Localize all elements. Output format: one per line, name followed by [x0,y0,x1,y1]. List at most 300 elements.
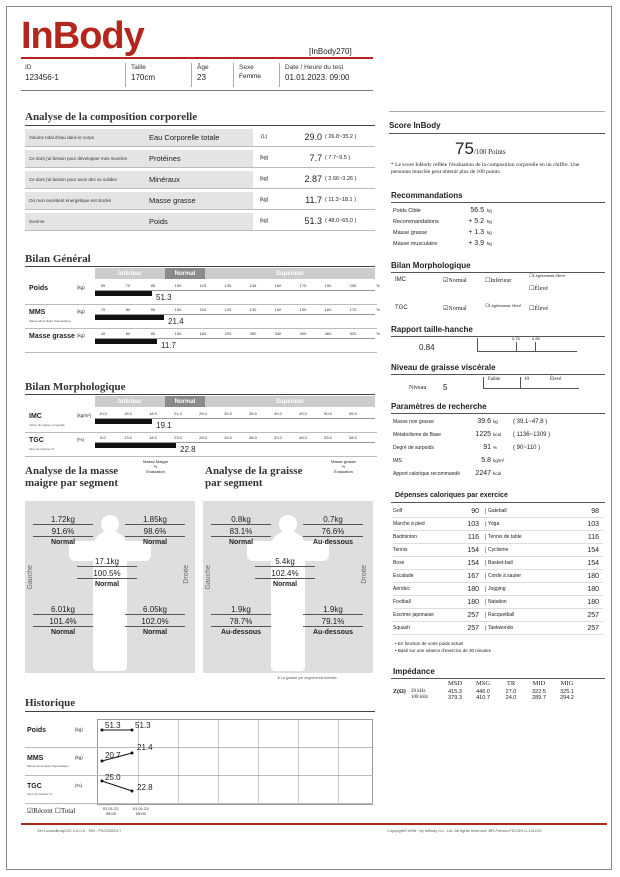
total-label: Total [60,807,76,815]
composition-unit: (kg) [259,155,269,161]
general-row [25,281,380,305]
calories-row [393,622,603,635]
tick-label: 160 [274,283,282,288]
tick-label: 190 [324,283,332,288]
tick-label: 150 [299,307,307,312]
morpho-row [25,433,377,457]
research-value: 5.8 [481,457,491,464]
composition-value: 7.7 [309,153,322,163]
bar-unit: (kg) [77,309,85,314]
tick-label: 55.0 [349,411,357,416]
tick-label: 40 [100,331,106,336]
reco-row [393,227,533,238]
height-label: Taille [131,64,146,71]
fat-left-arm [211,515,271,546]
tick-label: 400 [299,331,307,336]
exercise-kcal: 257 [467,611,479,619]
segment-kg: 17.1kg [77,557,137,567]
history-value-2: 21.4 [137,743,153,752]
inbody-logo: InBody [21,15,144,57]
date-value: 01.01.2023. 09:00 [285,73,350,82]
tick-label: 70 [125,283,131,288]
tick-label: 70 [100,307,106,312]
imp-freq: 100 kHz [411,695,429,700]
reco-label: Masse musculaire [393,240,438,247]
calories-row [393,596,603,609]
bar-sublabel: Masse Musculaire Squelettique [29,319,71,323]
segment-pct: 83.1% [211,527,271,537]
bar-label: Masse grasse [29,333,75,340]
score-suffix: /100 Points [473,148,506,156]
tick-label: 33.0 [224,435,232,440]
reco-unit: kg [487,208,492,213]
bar-unit: (kg/m²) [77,413,92,418]
imp-val: 410.7 [476,695,490,701]
bar-sublabel: Indice de masse corporelle [29,423,65,427]
segment-eval: Normal [50,539,76,546]
score-value-group [455,139,506,159]
exercise-name: Basket-ball [485,560,565,566]
composition-desc: Somme [25,213,145,230]
exercise-kcal: 103 [467,520,479,528]
tick-label: 53.0 [324,435,332,440]
exercise-kcal: 180 [587,585,599,593]
tick-label: 15.0 [124,411,132,416]
tick-label: 160 [324,307,332,312]
fat-right-arm [303,515,363,546]
lean-left-arm [33,515,93,546]
research-table [393,415,605,480]
impedance-row-100 [393,695,605,701]
reco-label: Recommandations [393,218,439,225]
tick-label: 21.0 [174,411,182,416]
lean-left-leg [33,605,93,636]
id-value: 123456-1 [25,73,59,82]
calories-title: Dépenses caloriques par exercice [395,492,508,499]
segment-eval: Au-dessous [312,629,354,636]
tick-label: 140 [274,307,282,312]
exercise-name: Yoga [485,521,565,527]
lean-title-1: Analyse de la masse [25,465,119,477]
exercise-name: Corde à sauter [485,573,565,579]
age-value: 23 [197,73,206,82]
tick-label: 28.0 [199,435,207,440]
band-low: Inférieur [117,398,142,405]
tgc-normal-check: ☑Normal [443,306,467,312]
history-unit: (kg) [75,727,83,732]
recent-label: Récent [33,807,53,815]
bar-label: Poids [29,285,49,292]
reco-unit: kg [487,241,492,246]
visceral-title: Niveau de graisse viscérale [391,363,496,372]
segment-pct: 101.4% [33,617,93,627]
fat-right-leg [303,605,363,636]
visceral-label: Niveau [409,385,427,391]
tick-label: 100 [174,283,182,288]
morpho-row [25,409,377,433]
imp-val: 294.2 [560,695,574,701]
tick-label: 145 [249,283,257,288]
tick-label: 100 [174,331,182,336]
history-date-1: 01.01.22 09:00 [103,806,119,816]
calories-row [393,609,603,622]
history-value-1: 25.0 [105,773,121,782]
band-normal: Normal [165,396,205,407]
bar-fill [95,443,176,448]
tick-label: 460 [324,331,332,336]
exercise-name: Tennis [393,547,408,553]
opt-eleve: Élevé [534,306,549,312]
lean-title-2: maigre par segment [25,477,119,489]
calories-notes [395,640,491,654]
lean-legend: Masse Maigre % Évaluation [143,459,169,474]
tick-label: 48.0 [299,435,307,440]
tick-label: 80 [150,331,156,336]
research-label: Degré de surpoids [393,444,434,451]
header-divider [21,57,373,59]
exercise-name: Gateball [485,508,565,514]
reco-value: + 1.3 [468,229,484,236]
exercise-kcal: 180 [587,598,599,606]
visceral-high: Élevé [550,377,562,382]
tick-label: 115 [199,283,207,288]
imp-col: TR [506,680,516,687]
tick-label: 18.0 [149,435,157,440]
composition-row [25,170,375,189]
reco-value: + 5.2 [468,218,484,225]
tick-label: 170 [349,307,357,312]
tick-label: 30.0 [224,411,232,416]
band-low: Inférieur [117,270,142,277]
opt-normal: Normal [448,306,467,312]
segment-kg: 6.01kg [33,605,93,615]
band-high: Supérieur [275,270,304,277]
bar-fill [95,419,152,424]
research-unit: % [493,445,498,450]
right-side-label: Droite [183,565,190,584]
history-lines [97,719,373,805]
bar-unit: (kg) [77,285,85,290]
history-title: Historique [25,697,76,709]
patient-header [21,61,373,91]
exercise-kcal: 257 [587,624,599,632]
bar-unit: (%) [77,437,84,442]
morpho-band [95,396,375,407]
visceral-ten: 10 [524,377,529,382]
composition-unit: (kg) [259,218,269,224]
composition-range: ( 7.7~9.5 ) [325,155,351,161]
composition-name: Minéraux [145,171,253,188]
footer-right: Copyright©1996~ by InBody Co., Ltd. All rights reserved. BR-French-FDOSH-0-191210 [387,828,542,833]
bar-label: MMS [29,309,46,316]
exercise-kcal: 90 [471,507,479,515]
exercise-kcal: 154 [587,559,599,567]
composition-value: 51.3 [304,216,322,226]
segment-pct: 102.4% [255,569,315,579]
result-sheet [6,6,612,870]
lean-segment-box [25,501,195,673]
exercise-kcal: 180 [587,572,599,580]
lean-right-arm [125,515,185,546]
research-unit: kcal [493,471,502,476]
composition-range: ( 48.0~65.0 ) [325,218,357,224]
fat-note: ★ La graisse par segment est estimée. [277,676,338,680]
research-label: Métabolisme de Base [393,431,442,438]
sex-label: Sexe [239,64,254,71]
fat-legend: Masse grasse % Évaluation [331,459,356,474]
segment-kg: 5.4kg [255,557,315,567]
score-value: 75 [455,139,474,158]
tick-label: 18.5 [149,411,157,416]
opt-eleve: Élevé [534,286,549,292]
history-label: Poids [27,727,47,734]
score-title: Score InBody [389,121,441,130]
whr-title: Rapport taille-hanche [391,325,473,334]
segment-eval: Normal [142,629,168,636]
exercise-name: Jogging [485,586,565,592]
history-value-2: 51.3 [135,721,151,730]
morpho-right-title: Bilan Morphologique [391,261,471,270]
bar-value: 51.3 [156,293,172,302]
composition-range: ( 11.3~18.1 ) [325,197,356,203]
history-label: TGC [27,783,42,790]
tick-label: 43.0 [274,435,282,440]
general-title: Bilan Général [25,253,91,265]
reco-row [393,238,533,249]
research-row [393,441,605,454]
fat-title [205,465,302,489]
reco-row [393,205,533,216]
exercise-kcal: 180 [467,598,479,606]
tick-label: 130 [224,283,232,288]
tick-label: % [376,307,380,312]
history-legend [27,807,75,815]
composition-unit: (kg) [259,176,269,182]
footer-divider [21,823,607,825]
total-checkbox[interactable]: ☐ [54,808,61,815]
bar-fill [95,315,164,320]
reco-label: Poids Cible [393,207,421,214]
opt-leg: Légèrement élevé [533,273,566,278]
lean-trunk [77,557,137,588]
reco-table [393,205,533,249]
whr-value: 0.84 [419,343,435,352]
reco-value: + 3.9 [468,240,484,247]
exercise-kcal: 257 [587,611,599,619]
calories-note-2: • Basé sur une séance d'exercice de 30 minutes [395,648,491,653]
composition-name: Poids [145,213,253,230]
exercise-kcal: 116 [587,533,599,541]
visceral-value: 5 [443,383,448,392]
composition-name: Masse grasse [145,192,253,209]
reco-unit: kg [487,230,492,235]
history-unit: (%) [75,783,82,788]
tick-label: 90 [150,307,156,312]
history-sublabel: Masse Musculaire Squelettique [27,764,69,768]
opt-normal: Normal [448,278,467,284]
bar-ticks [95,283,380,289]
segment-kg: 6.05kg [125,605,185,615]
history-point [131,752,134,755]
left-side-label: Gauche [205,565,212,590]
morpho-imc [395,273,605,292]
research-value: 91 [483,444,491,451]
tick-label: 110 [199,307,207,312]
bar-value: 11.7 [161,341,176,350]
bar-value: 21.4 [168,317,184,326]
research-range: ( 1136~1309 ) [513,431,551,438]
tick-label: 40.0 [274,411,282,416]
composition-desc: Ce dont j'ai besoin pour avoir des os solides [25,171,145,188]
research-row [393,428,605,441]
tick-label: 120 [224,307,232,312]
exercise-kcal: 167 [467,572,479,580]
segment-eval: Au-dessous [312,539,354,546]
tick-label: 35.0 [249,411,257,416]
imc-leg-check: ☐Légèrement élevé [529,273,566,278]
imc-eleve-check: ☐Élevé [529,286,549,292]
composition-desc: Ce dont j'ai besoin pour développer mes muscles [25,150,145,167]
whr-tick-1: 0.75 [512,336,520,341]
research-range: ( 90~110 ) [513,444,541,451]
history-point [101,729,104,732]
segment-kg: 0.7kg [303,515,363,525]
opt-inferieur: Inférieur [490,278,512,284]
history-point [131,790,134,793]
calories-row [393,531,603,544]
exercise-name: Boxe [393,560,405,566]
imp-val: 415.3 [448,689,462,695]
tick-label: 50.0 [324,411,332,416]
exercise-name: Natation [485,599,565,605]
history-value-2: 22.8 [137,783,153,792]
composition-value: 29.0 [304,132,322,142]
left-side-label: Gauche [27,565,34,590]
segment-eval: Normal [142,539,168,546]
composition-range: ( 2.66~3.26 ) [325,176,357,182]
research-value: 1225 [475,431,491,438]
bar-label: IMC [29,413,42,420]
calories-row [393,583,603,596]
composition-title: Analyse de la composition corporelle [25,111,198,123]
research-unit: kcal [493,432,502,437]
general-row [25,305,380,329]
tgc-eleve-check: ☐Élevé [529,306,549,312]
segment-kg: 1.72kg [33,515,93,525]
bar-value: 19.1 [156,421,172,430]
device-model: [InBody270] [309,47,352,56]
tick-label: 340 [274,331,282,336]
exercise-kcal: 180 [467,585,479,593]
tick-label: 220 [224,331,232,336]
composition-row [25,212,375,231]
bar-fill [95,339,157,344]
composition-unit: (L) [260,134,268,140]
exercise-kcal: 154 [587,546,599,554]
lean-right-leg [125,605,185,636]
research-range: ( 39.1~47.8 ) [513,418,548,425]
imp-val: 27.0 [505,689,517,695]
tick-label: 13.0 [124,435,132,440]
history-unit: (kg) [75,755,83,760]
calories-table [393,505,603,635]
segment-eval: Normal [94,581,120,588]
research-row [393,415,605,428]
imc-label: IMC [395,277,406,283]
segment-pct: 98.6% [125,527,185,537]
exercise-name: Badminton [393,534,417,540]
segment-pct: 91.6% [33,527,93,537]
visceral-low: Faible [488,377,501,382]
segment-kg: 1.85kg [125,515,185,525]
research-label: IMS [393,457,402,464]
imp-val: 24.0 [505,695,517,701]
fat-trunk [255,557,315,588]
tick-label: 25.0 [199,411,207,416]
exercise-name: Tennis de table [485,534,565,540]
exercise-name: Cyclisme [485,547,565,553]
tick-label: 520 [349,331,357,336]
recent-checkbox[interactable]: ☑ [27,808,34,815]
exercise-name: Aérobic [393,586,410,592]
calories-row [393,518,603,531]
research-value: 39.6 [477,418,491,425]
history-point [101,780,104,783]
composition-name: Eau Corporelle totale [145,129,253,146]
reco-title: Recommandations [391,191,463,200]
research-row [393,454,605,467]
tick-label: 8.0 [100,435,106,440]
bar-ticks [95,435,375,441]
bar-value: 22.8 [180,445,196,454]
imp-val: 325.1 [560,689,574,695]
tick-label: 100 [174,307,182,312]
general-row [25,329,380,353]
imp-col: MSG [475,680,491,687]
bar-ticks [95,307,380,313]
imp-col: MIG [560,680,574,687]
exercise-kcal: 154 [467,559,479,567]
bar-ticks [95,331,380,337]
research-title: Paramètres de recherche [391,402,487,411]
segment-pct: 100.5% [77,569,137,579]
history-value-1: 20.7 [105,751,121,760]
exercise-name: Golf [393,508,403,514]
whr-scale [477,338,577,352]
band-normal: Normal [165,268,205,279]
tgc-label: TGC [395,305,408,311]
composition-unit: (kg) [259,197,269,203]
calories-row [393,505,603,518]
tick-label: 160 [199,331,207,336]
history-line-tgc [102,781,132,791]
impedance-head [393,680,605,687]
composition-desc: Où mon excédent énergétique est stocké [25,192,145,209]
footer-left: Ver.LookinBody120 4.0.0.6 - S/N : P02200001T [37,828,122,833]
body-head [279,515,297,533]
band-high: Supérieur [275,398,304,405]
calories-row [393,557,603,570]
fat-segment-box [203,501,373,673]
exercise-name: Racquetball [485,612,565,618]
segment-kg: 0.8kg [211,515,271,525]
composition-value: 2.87 [304,174,322,184]
imp-val: 322.5 [532,689,546,695]
exercise-kcal: 103 [587,520,599,528]
bar-ticks [95,411,375,417]
body-head [101,515,119,533]
opt-leg: Légèrement élevé [489,303,522,308]
